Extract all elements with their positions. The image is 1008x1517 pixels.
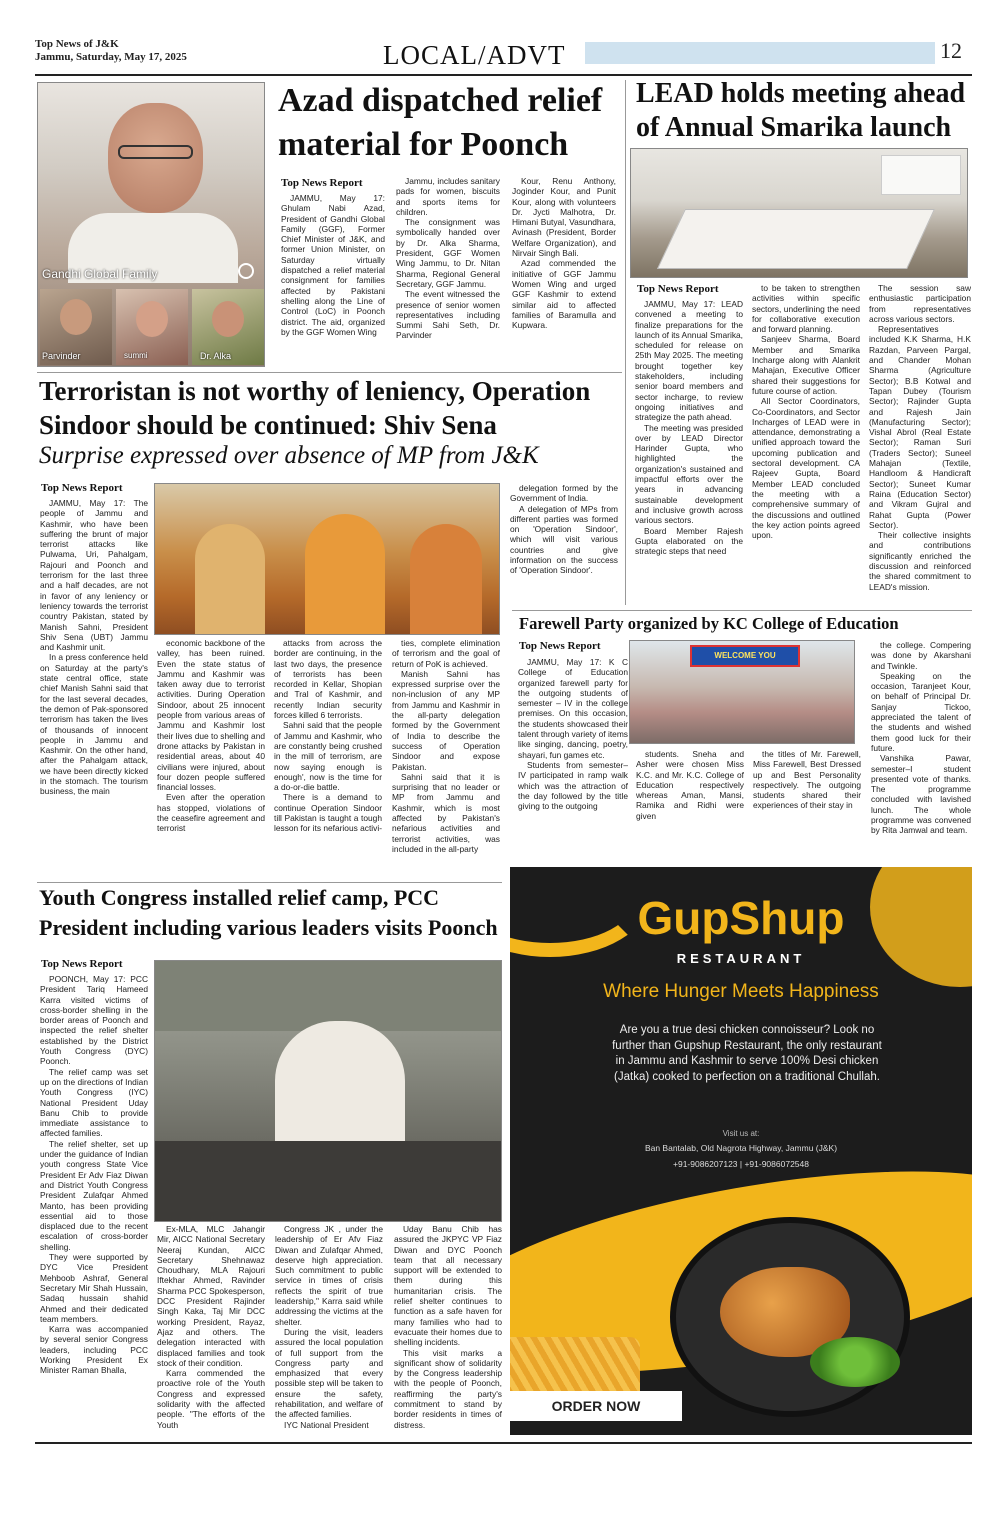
lead-col-1: JAMMU, May 17: LEAD convened a meeting to finalize preparations for the launch of its Annual Smarika, scheduled for release on 25th May 2025. The meeting brought together key stakeholders, including senior board members and sector incharge, to review ongoing initiatives and strategize the path ahead. The meeting was presided over by LEAD Director Harinder Gupta, who highlighted the organization's sustained and impactful efforts over the years in advancing sustainable development and inclusive growth across various sectors. Board Member Rajesh Gupta elaborated on the strategic steps that need [635,299,743,557]
leader-group [275,1021,405,1151]
page-number: 12 [940,38,962,63]
youth-col-4: Uday Banu Chib has assured the JKPYC VP Fiaz Diwan and DYC Poonch team that all necessary support will be extended to them during this humanitarian crisis. The relief shelter continues to function as a safe haven for many families who had to evacuate their homes due to shelling incidents. This visit marks a significant show of solidarity by the Congress leadership with the people of Poonch, reaffirming the party's commitment to stand by border residents in times of distress. [394,1224,502,1430]
farewell-photo [629,640,855,744]
youth-col-1: POONCH, May 17: PCC President Tariq Hameed Karra visited victims of cross-border shelling in the border areas of Poonch and inspected the relief shelter established by the District Youth Congress (DYC) Poonch. The relief camp was set up on the directions of Indian Youth Congress (IYC) National President Uday Banu Chib to provide immediate assistance to affected families. The relief shelter, set up under the guidance of Indian youth congress State Vice President Er Adv Fiaz Diwan and District Youth Congress President Zulafqar Ahmed Manto, has been providing essential aid to those displaced due to the recent escalation of cross-border shelling. They were supported by DYC Vice President Mehboob Ashraf, General Secretary Mir Shah Hussain, Sadaq hussain shahid Ahmed and their dedicated team members. Karra was accompanied by several senior Congress leaders, including PCC Working President Ex Minister Raman Bhalla, [40,974,148,1376]
youth-photo [154,960,502,1222]
farewell-byline: Top News Report [519,640,601,652]
ad-peas [810,1337,900,1387]
ad-visit-label: Visit us at: [722,1129,760,1138]
shivsena-col-1: JAMMU, May 17: The people of Jammu and Kashmir, who have been suffering the brunt of major terrorist attacks like Pulwama, Uri, Pahalgam, Rajouri and Poonch and terrorism for the last three and a half decades, are not in favor of any leniency or leniency towards the terrorist country Pakistan, stated by Manish Sahni, President Shiv Sena (UBT) Jammu and Kashmir unit. In a press conference held on Saturday at the party's state central office, state chief Manish Sahni said that for the last several decades, the demon of Pak-sponsored terrorism has taken the lives of thousands of innocent people in Jammu and Kashmir. On the other hand, after the Pahalgam attack, we have been directly kicked in the stomach. The tourism business, the main [40,498,148,797]
shivsena-headline-2: Sindoor should be continued: Shiv Sena [39,410,497,440]
lead-divider [625,80,626,605]
lead-window [881,155,961,195]
youth-byline: Top News Report [41,958,123,970]
person-3 [410,524,482,635]
lead-headline-1: LEAD holds meeting ahead [636,78,966,109]
thumb-1-label: Parvinder [42,351,81,361]
thumb-1 [40,289,112,365]
ad-address: Ban Bantalab, Old Nagrota Highway, Jammu (J&K) [644,1143,838,1153]
ad-tagline: Where Hunger Meets Happiness [603,981,879,1002]
thumb-3-label: Dr. Alka [200,351,232,361]
farewell-col-4: the college. Compering was done by Akarshani and Twinkle. Speaking on the occasion, Taranjeet Kour, on behalf of Principal Dr. Sanjay Tickoo, appreciated the talent of the students and wished them good luck for their future. Vanshika Pawar, semester–I student presented vote of thanks. The programme concluded with lavished lunch. The whole programme was convened by Rita Jamwal and team. [871,640,971,836]
photo-caption: Gandhi Global Family [42,267,158,281]
shivsena-col-2: economic backbone of the valley, has been ruined. Even the state status of Jammu and Kashmir was taken away due to terrorist activities. During Operation Sindoor, about 25 innocent people from various areas of Jammu and Kashmir lost their lives due to shelling and drone attacks by Pakistan in residential areas, about 40 civilians were injured, about four dozen people suffered financial losses. Even after the operation has stopped, violations of the ceasefire agreement and terrorist [157,638,265,834]
masthead [35,34,972,74]
thumb-3 [192,289,264,365]
shivsena-photo [154,483,500,635]
ad-brand-sub: RESTAURANT [676,951,806,966]
lead-col-3: The session saw enthusiastic participation from representatives across various sectors. Representatives included K.K Sharma, H.K Razdan, Parveen Pargal, and Chander Mohan Sharma (Agriculture Sector); B.B Kotwal and Tapan Dubey (Tourism Sector); Rajinder Gupta and Rajesh Jain (Manufacturing Sector); Vishal Abrol (Real Estate Sector); Raman Suri (Traders Sector); Suneel Mahajan (Textile, Handloom & Handicraft Sector); Suneet Kumar Raina (Education Sector) and Vikram Gujral and Rahat Gupta (Power Sector). Their collective insights and contributions significantly enriched the discussion and reinforced the shared commitment to LEAD's mission. [869,283,971,592]
shivsena-col-5: delegation formed by the Government of India. A delegation of MPs from different parties was formed on 'Operation Sindoor', which will visit various countries and give information on the success of 'Operation Sindoor'. [510,483,618,576]
lead-table [657,209,935,269]
azad-col-3: Kour, Renu Anthony, Joginder Kour, and Punit Kour, along with volunteers Dr. Jycti Malhotra, Dr. Himani Butyal, Vasundhara, Avinash (President, Border Welfare Organization), and Nirvair Singh Bali. Azad commended the initiative of GGF Jammu Women Wing and urged GGF Kashmir to extend similar aid to affected families of Baramulla and Kupwara. [512,176,616,331]
shivsena-subhead: Surprise expressed over absence of MP from J&K [39,442,539,469]
person-1 [195,524,265,635]
ad-body: Are you a true desi chicken connoisseur? Look no further than Gupshup Restaurant, the only restaurant in Jammu and Kashmir to serve 100% Desi chicken (Jatka) cooked to perfection on a traditional Chullah. [612,1024,882,1083]
farewell-col-2: students. Sneha and Asher were chosen Miss K.C. and Mr. K.C. College of Education respectively whereas Aman, Mansi, Ramika and Ridhi were given [636,749,744,821]
lead-headline-2: of Annual Smarika launch [636,112,952,143]
farewell-rule [512,610,972,611]
youth-headline-1: Youth Congress installed relief camp, PCC [39,886,440,910]
thumb-2-label: summi [124,351,148,360]
azad-headline-1: Azad dispatched relief [278,82,603,119]
person-2 [305,514,385,635]
farewell-col-3: the titles of Mr. Farewell, Miss Farewell, Best Dressed up and Best Personality respectively. The outgoing students shared their experiences of their stay in [753,749,861,811]
shivsena-rule [37,372,622,373]
thumb-2 [116,289,188,365]
youth-rule [37,882,502,883]
section-title: LOCAL/ADVT [383,40,566,70]
footer-rule [35,1442,972,1444]
shivsena-col-4: ties, complete elimination of terrorism and the goal of return of PoK is achieved. Manish Sahni has expressed surprise over the non-inclusion of any MP from Jammu and Kashmir in the all-party delegation formed by the Government of India to describe the success of Operation Sindoor and expose Pakistan. Sahni said that it is surprising that no leader or MP from Jammu and Kashmir, which is most affected by Pakistan's nefarious activities and terrorist activities, was included in the all-party [392,638,500,854]
welcome-banner: WELCOME YOU [690,645,800,667]
paper-name: Top News of J&K [35,38,119,50]
dateline: Jammu, Saturday, May 17, 2025 [35,51,187,63]
lead-byline: Top News Report [637,283,719,295]
azad-headline-2: material for Poonch [278,126,569,163]
farewell-col-1: JAMMU, May 17: K C College of Education organized farewell party for the outgoing students of semester – IV in the college premises. On this occasion, the students showcased their talent through variety of items like singing, dancing, poetry, shayari, fun games etc. Students from semester–IV participated in ramp walk which was the attraction of the day followed by the title giving to the outgoing [518,657,628,812]
azad-col-2: Jammu, includes sanitary pads for women, biscuits and sports items for children. The consignment was symbolically handed over by Dr. Alka Sharma, President, GGF Women Wing Jammu, to Dr. Nitan Sharma, Regional General Secretary, GGF Jammu. The event witnessed the presence of senior women representatives including Summi Sahi Seth, Dr. Parvinder [396,176,500,341]
lead-photo [630,148,968,278]
azad-glasses [118,145,193,159]
shivsena-col-3: attacks from across the border are continuing, in the last two days, the presence of terrorists has been recorded in Kellar, Shopian and Tral of Kashmir, and recently Indian security forces killed 6 terrorists. Sahni said that the people of Jammu and Kashmir, who are constantly being crushed in the mill of terrorism, are now saying enough is enough', now is the time for a do-or-die battle. There is a demand to continue Operation Sindoor till Pakistan is taught a tough lesson for its nefarious activi- [274,638,382,834]
ad-phones: +91-9086207123 | +91-9086072548 [673,1159,809,1169]
masthead-bar [585,42,935,64]
masthead-rule [35,74,972,76]
azad-photo [37,82,265,367]
gupshup-ad [510,867,972,1435]
azad-byline: Top News Report [281,177,363,189]
youth-headline-2: President including various leaders visits Poonch [39,916,498,940]
shivsena-byline: Top News Report [41,482,123,494]
youth-col-3: Congress JK , under the leadership of Er Afv Fiaz Diwan and Zulafqar Ahmed, deserve high appreciation. Such commitment to public service in times of crisis reflects the spirit of true leadership," Karra said while addressing the victims at the shelter. During the visit, leaders assured the local population of full support from the Congress party and emphasized that every possible step will be taken to ensure the safety, rehabilitation, and welfare of the affected families. IYC National President [275,1224,383,1430]
farewell-headline: Farewell Party organized by KC College of Education [519,615,899,633]
azad-col-1: JAMMU, May 17: Ghulam Nabi Azad, President of Gandhi Global Family (GGF), Former Chief Minister of J&K, and former Union Minister, on Saturday virtually dispatched a relief material consignment for families affected by Pakistani shelling along the Line of Control (LoC) in Poonch district. The aid, organized by the GGF Women Wing [281,193,385,337]
youth-col-2: Ex-MLA, MLC Jahangir Mir, AICC National Secretary Neeraj Kundan, AICC Secretary Shehnawaz Choudhary, MLA Rajouri Iftekhar Ahmed, Ravinder Sharma PCC Spokesperson, DCC President Rajinder Singh Kaka, Taj Mir DCC working President, Rayaz, Ajaz and others. The delegation interacted with displaced families and took stock of their condition. Karra commended the proactive role of the Youth Congress and expressed solidarity with the affected people. "The efforts of the Youth [157,1224,265,1430]
crowd [155,1141,502,1222]
screen-share-icon [238,263,254,279]
ad-brand: GupShup [637,892,845,944]
shivsena-headline-1: Terroristan is not worthy of leniency, Operation [39,376,591,406]
lead-col-2: to be taken to strengthen activities within specific sectors, underlining the need for collaborative execution and forward planning. Sanjeev Sharma, Board Member and Smarika Incharge along with Alankrit Mahajan, Executive Officer shared their suggestions for future course of action. All Sector Coordinators, Co-Coordinators, and Sector Incharges of LEAD were in attendance, demonstrating a unified approach toward the upcoming publication and sectoral development. CA Rajeev Gupta, Board Member LEAD concluded the meeting with a comprehensive summary of the discussions and outlined the key action points agreed upon. [752,283,860,541]
order-now-button[interactable]: ORDER NOW [510,1391,682,1421]
